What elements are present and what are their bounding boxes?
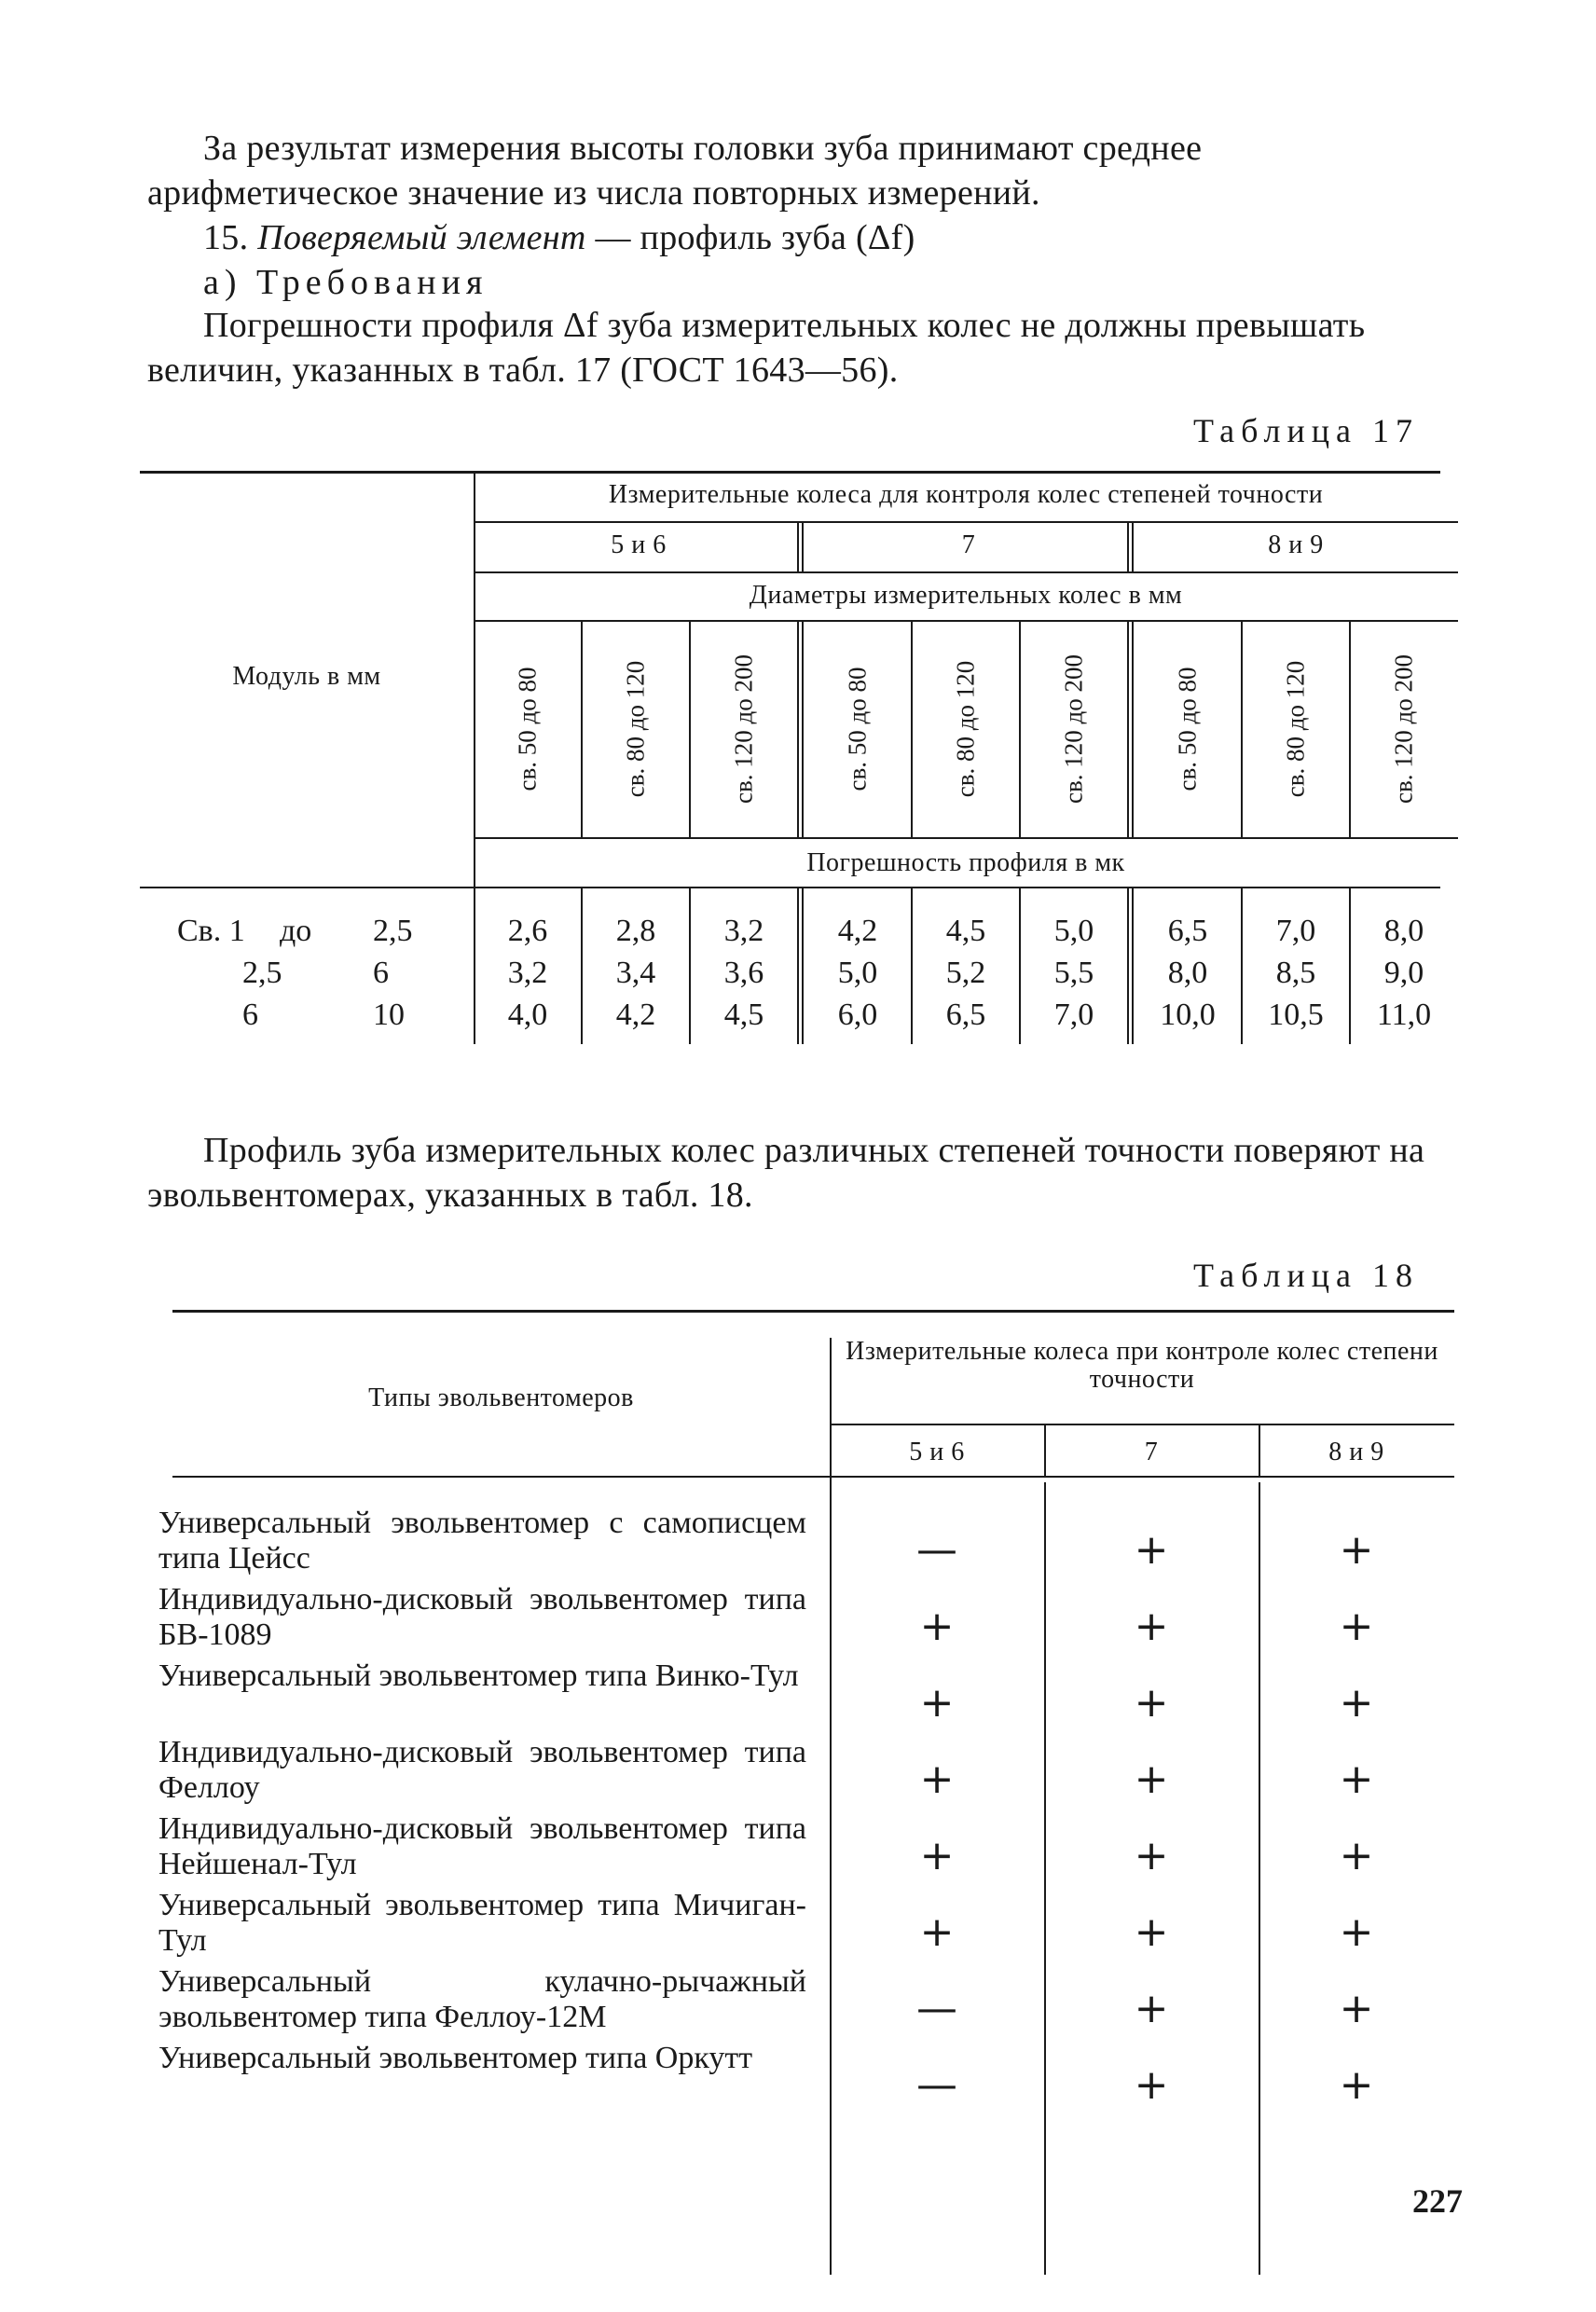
section-title: Поверяемый элемент bbox=[257, 218, 586, 257]
applicability-mark: + bbox=[919, 1832, 955, 1879]
diameter-range: св. 120 до 200 bbox=[1389, 654, 1418, 804]
profile-error-value: 10,5 bbox=[1268, 998, 1324, 1032]
applicability-mark: + bbox=[1134, 2061, 1169, 2109]
applicability-mark: + bbox=[1339, 1832, 1374, 1879]
header-measuring-wheels: Измерительные колеса для контроля колес степеней точности bbox=[608, 480, 1324, 509]
column-divider bbox=[1259, 1482, 1260, 2275]
column-divider bbox=[1241, 888, 1243, 1044]
header-profile-error: Погрешность профиля в мк bbox=[806, 848, 1125, 877]
diameter-range: св. 50 до 80 bbox=[843, 667, 872, 791]
profile-error-value: 3,2 bbox=[507, 956, 548, 990]
profile-error-value: 3,4 bbox=[615, 956, 656, 990]
applicability-mark: + bbox=[1339, 1755, 1374, 1803]
column-divider bbox=[1019, 888, 1021, 1044]
diameter-range: св. 80 до 120 bbox=[951, 660, 980, 798]
column-divider bbox=[830, 1338, 832, 1506]
profile-error-value: 3,2 bbox=[723, 914, 764, 948]
diameter-range: св. 50 до 80 bbox=[513, 667, 542, 791]
diameter-range: св. 120 до 200 bbox=[1059, 654, 1088, 804]
applicability-mark: + bbox=[1339, 1679, 1374, 1727]
column-divider bbox=[797, 620, 799, 837]
profile-error-value: 2,8 bbox=[615, 914, 656, 948]
module-to: 6 bbox=[373, 956, 389, 990]
column-divider bbox=[1127, 888, 1129, 1044]
header-evolventomer-types: Типы эвольвентомеров bbox=[368, 1383, 634, 1412]
column-divider bbox=[1241, 620, 1243, 837]
module-mid: 2,5 bbox=[242, 956, 282, 990]
accuracy-group-header: 8 и 9 bbox=[1328, 1438, 1384, 1466]
applicability-mark: + bbox=[1339, 1526, 1374, 1574]
applicability-mark: + bbox=[1134, 1679, 1169, 1727]
applicability-mark: — bbox=[916, 1985, 957, 2032]
column-divider bbox=[1044, 1482, 1046, 2275]
rule-line bbox=[474, 620, 1458, 622]
table18-label: Таблица 18 bbox=[1193, 1257, 1419, 1294]
evolventomer-type: Индивидуально-дисковый эвольвентомер типа Нейшенал-Тул bbox=[158, 1811, 806, 1881]
profile-error-value: 3,6 bbox=[723, 956, 764, 990]
evolventomer-type: Универсальный эвольвентомер с самописцем типа Цейсс bbox=[158, 1506, 806, 1576]
column-divider bbox=[911, 620, 913, 837]
rule-line bbox=[172, 1476, 1454, 1478]
accuracy-group-header: 7 bbox=[961, 530, 976, 559]
profile-error-value: 9,0 bbox=[1383, 956, 1424, 990]
profile-error-value: 8,5 bbox=[1275, 956, 1316, 990]
column-divider bbox=[1132, 620, 1134, 837]
page-number: 227 bbox=[1412, 2182, 1463, 2220]
evolventomer-type: Индивидуально-дисковый эвольвентомер типа Феллоу bbox=[158, 1735, 806, 1805]
applicability-mark: + bbox=[1339, 1985, 1374, 2032]
applicability-mark: — bbox=[916, 2061, 957, 2109]
profile-error-value: 4,2 bbox=[837, 914, 878, 948]
rule-line bbox=[474, 837, 1458, 839]
applicability-mark: + bbox=[1134, 1603, 1169, 1650]
paragraph-profile: Профиль зуба измерительных колес различных степеней точности поверяют на эвольвентомерах, указанных в табл. 18. bbox=[147, 1131, 1425, 1215]
applicability-mark: + bbox=[1134, 1908, 1169, 1956]
evolventomer-type: Индивидуально-дисковый эвольвентомер типа БВ-1089 bbox=[158, 1582, 806, 1652]
paragraph-result: За результат измерения высоты головки зуба принимают среднее арифметическое значение из числа повторных измерений. bbox=[147, 129, 1203, 213]
table17-label: Таблица 17 bbox=[1193, 412, 1419, 449]
evolventomer-type: Универсальный кулачно-рычажный эвольвентомер типа Феллоу-12М bbox=[158, 1964, 806, 2034]
profile-error-value: 8,0 bbox=[1383, 914, 1424, 948]
profile-error-value: 5,5 bbox=[1053, 956, 1094, 990]
profile-error-value: 6,5 bbox=[1167, 914, 1208, 948]
profile-error-value: 2,6 bbox=[507, 914, 548, 948]
accuracy-group-header: 5 и 6 bbox=[611, 530, 667, 559]
header-measuring-wheels: Измерительные колеса при контроле колес степени точности bbox=[846, 1337, 1438, 1394]
applicability-mark: + bbox=[919, 1755, 955, 1803]
section-number: 15. bbox=[203, 218, 249, 257]
profile-error-value: 4,5 bbox=[723, 998, 764, 1032]
diameter-range: св. 50 до 80 bbox=[1173, 667, 1202, 791]
rule-line bbox=[172, 1310, 1454, 1313]
column-divider bbox=[581, 888, 583, 1044]
profile-error-value: 5,0 bbox=[837, 956, 878, 990]
rule-line bbox=[140, 471, 1440, 474]
applicability-mark: + bbox=[1134, 1526, 1169, 1574]
profile-error-value: 4,5 bbox=[945, 914, 986, 948]
applicability-mark: + bbox=[919, 1603, 955, 1650]
applicability-mark: + bbox=[1134, 1832, 1169, 1879]
module-to: 2,5 bbox=[373, 914, 413, 948]
column-divider bbox=[1132, 888, 1134, 1044]
column-divider bbox=[689, 888, 691, 1044]
profile-error-value: 4,2 bbox=[615, 998, 656, 1032]
profile-error-value: 4,0 bbox=[507, 998, 548, 1032]
profile-error-value: 6,5 bbox=[945, 998, 986, 1032]
rule-line bbox=[474, 571, 1458, 573]
column-divider bbox=[802, 620, 804, 837]
module-mid: 6 bbox=[242, 998, 258, 1032]
profile-error-value: 5,0 bbox=[1053, 914, 1094, 948]
column-divider bbox=[802, 888, 804, 1044]
evolventomer-type: Универсальный эвольвентомер типа Мичиган-Тул bbox=[158, 1888, 806, 1958]
profile-error-value: 7,0 bbox=[1275, 914, 1316, 948]
diameter-range: св. 80 до 120 bbox=[621, 660, 650, 798]
column-divider bbox=[689, 620, 691, 837]
applicability-mark: + bbox=[919, 1908, 955, 1956]
column-divider bbox=[797, 888, 799, 1044]
column-divider bbox=[1127, 620, 1129, 837]
column-divider bbox=[1349, 888, 1351, 1044]
column-divider bbox=[830, 1482, 832, 2275]
evolventomer-type: Универсальный эвольвентомер типа Оркутт bbox=[158, 2041, 753, 2075]
column-divider bbox=[1349, 620, 1351, 837]
diameter-range: св. 120 до 200 bbox=[729, 654, 758, 804]
profile-error-value: 10,0 bbox=[1160, 998, 1216, 1032]
column-divider bbox=[1019, 620, 1021, 837]
rule-line bbox=[140, 887, 1440, 888]
header-diameters: Диаметры измерительных колес в мм bbox=[749, 581, 1183, 610]
profile-error-value: 8,0 bbox=[1167, 956, 1208, 990]
paragraph-requirements: Погрешности профиля Δf зуба измерительных колес не должны превышать величин, указанных в табл. 17 (ГОСТ 1643—56). bbox=[147, 306, 1366, 390]
rule-line bbox=[474, 521, 1458, 523]
accuracy-group-header: 7 bbox=[1144, 1438, 1159, 1466]
applicability-mark: + bbox=[1339, 1908, 1374, 1956]
module-from: Св. 1 bbox=[177, 914, 245, 948]
column-divider bbox=[911, 888, 913, 1044]
diameter-range: св. 80 до 120 bbox=[1281, 660, 1310, 798]
evolventomer-type: Универсальный эвольвентомер типа Винко-Тул bbox=[158, 1658, 799, 1693]
profile-error-value: 6,0 bbox=[837, 998, 878, 1032]
applicability-mark: + bbox=[1134, 1985, 1169, 2032]
applicability-mark: + bbox=[919, 1679, 955, 1727]
column-divider bbox=[581, 620, 583, 837]
applicability-mark: + bbox=[1339, 1603, 1374, 1650]
module-mid: до bbox=[280, 914, 312, 948]
header-module: Модуль в мм bbox=[232, 662, 381, 691]
module-to: 10 bbox=[373, 998, 405, 1032]
requirements-heading: а) Требования bbox=[203, 263, 488, 302]
section-heading bbox=[203, 215, 1415, 260]
applicability-mark: + bbox=[1134, 1755, 1169, 1803]
section-subject: — профиль зуба (Δf) bbox=[585, 218, 915, 257]
rule-line bbox=[830, 1424, 1454, 1425]
profile-error-value: 7,0 bbox=[1053, 998, 1094, 1032]
profile-error-value: 11,0 bbox=[1376, 998, 1432, 1032]
accuracy-group-header: 8 и 9 bbox=[1268, 530, 1324, 559]
profile-error-value: 5,2 bbox=[945, 956, 986, 990]
applicability-mark: + bbox=[1339, 2061, 1374, 2109]
applicability-mark: — bbox=[916, 1526, 957, 1574]
accuracy-group-header: 5 и 6 bbox=[909, 1438, 965, 1466]
